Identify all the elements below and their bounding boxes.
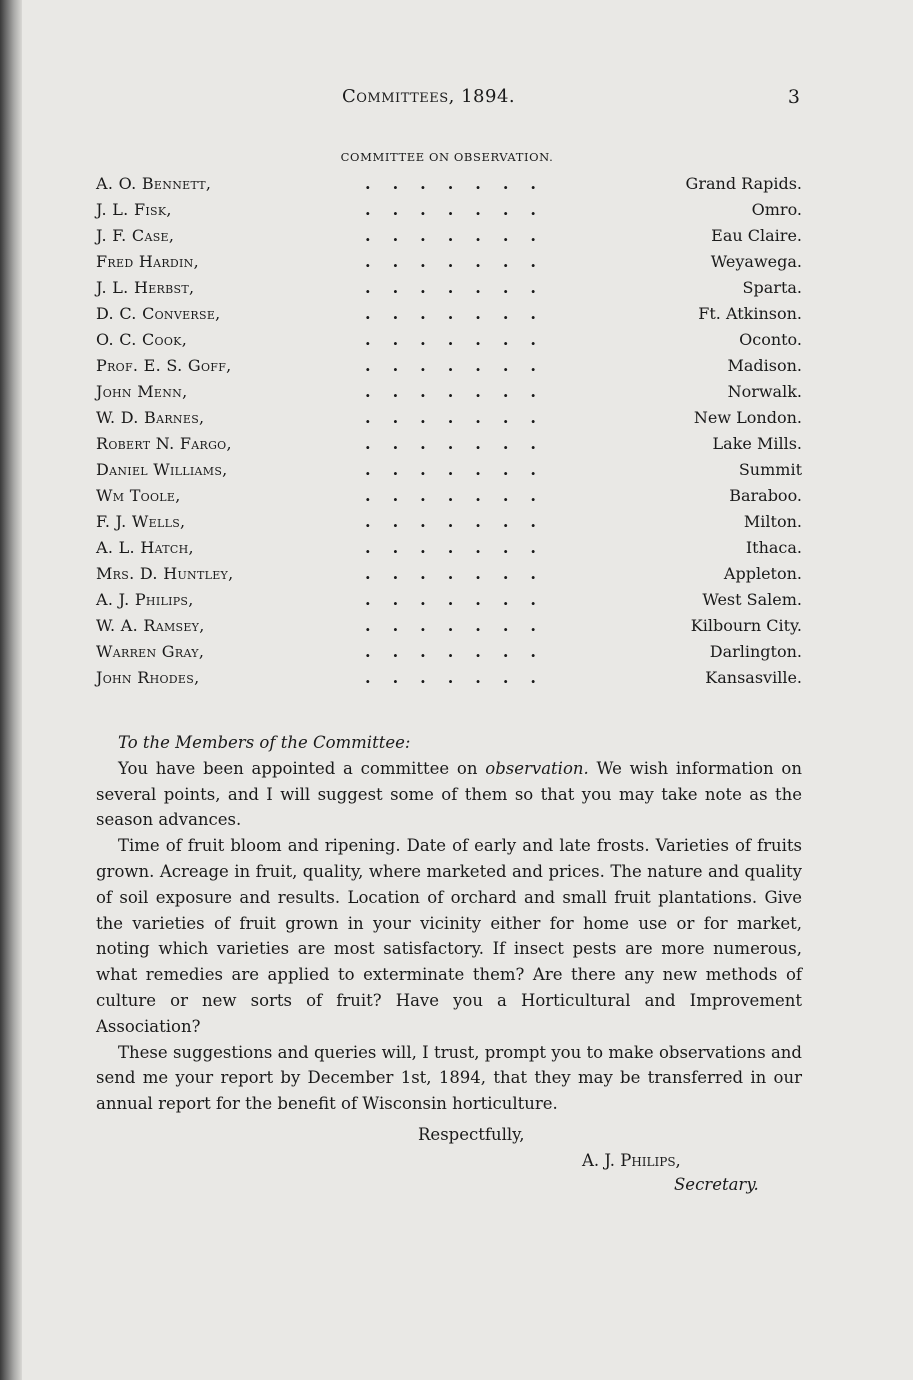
member-town: Grand Rapids. — [685, 174, 802, 193]
member-name: W. A. Ramsey, — [96, 616, 205, 635]
running-head — [96, 80, 802, 116]
committee-letter — [96, 730, 802, 1117]
member-town: Ithaca. — [745, 538, 802, 557]
letter-paragraph-3: These suggestions and queries will, I trust, prompt you to make observations and send me your report by December 1st, 1894, that they may be transferred in our annual report for the benefit of Wisconsin horticulture. — [96, 1042, 802, 1114]
member-name: J. L. Fisk, — [96, 200, 172, 219]
committee-member-row — [96, 434, 802, 460]
letter-paragraph-1-rest: We wish information on several points, and I will suggest some of them so that you may take note as the season advances. — [96, 758, 802, 830]
committee-member-row — [96, 564, 802, 590]
member-town: Madison. — [727, 356, 802, 375]
member-town: Sparta. — [742, 278, 802, 297]
member-name: Robert N. Fargo, — [96, 434, 232, 453]
member-town: Darlington. — [709, 642, 802, 661]
member-name: Mrs. D. Huntley, — [96, 564, 234, 583]
member-name: Warren Gray, — [96, 642, 205, 661]
leader-dots: ....... — [365, 408, 558, 427]
committee-heading: COMMITTEE ON OBSERVATION. — [340, 150, 554, 164]
committee-member-row — [96, 668, 802, 694]
member-name: J. F. Case, — [96, 226, 175, 245]
committee-member-row — [96, 200, 802, 226]
committee-member-row — [96, 278, 802, 304]
member-town: Summit — [738, 460, 802, 479]
member-town: West Salem. — [702, 590, 802, 609]
committee-member-row — [96, 590, 802, 616]
member-town: Appleton. — [723, 564, 802, 583]
leader-dots: ....... — [365, 512, 558, 531]
signature-title: Secretary. — [674, 1174, 759, 1194]
leader-dots: ....... — [365, 668, 558, 687]
committee-member-row — [96, 616, 802, 642]
leader-dots: ....... — [365, 616, 558, 635]
leader-dots: ....... — [365, 460, 558, 479]
committee-member-row — [96, 226, 802, 252]
leader-dots: ....... — [365, 382, 558, 401]
letter-closing: Respectfully, — [418, 1124, 525, 1144]
letter-signoff — [96, 1117, 802, 1197]
leader-dots: ....... — [365, 564, 558, 583]
leader-dots: ....... — [365, 200, 558, 219]
member-name: A. L. Hatch, — [96, 538, 194, 557]
member-town: Eau Claire. — [711, 226, 802, 245]
leader-dots: ....... — [365, 486, 558, 505]
leader-dots: ....... — [365, 356, 558, 375]
leader-dots: ....... — [365, 174, 558, 193]
member-name: W. D. Barnes, — [96, 408, 205, 427]
leader-dots: ....... — [365, 252, 558, 271]
member-town: Kilbourn City. — [690, 616, 802, 635]
member-town: Omro. — [751, 200, 802, 219]
book-page — [96, 80, 802, 1197]
committee-member-row — [96, 330, 802, 356]
member-town: Weyawega. — [710, 252, 802, 271]
page-number: 3 — [787, 86, 800, 108]
member-name: John Rhodes, — [96, 668, 200, 687]
letter-emphasis-observation: observation. — [485, 758, 589, 778]
committee-member-row — [96, 512, 802, 538]
leader-dots: ....... — [365, 304, 558, 323]
committee-member-row — [96, 460, 802, 486]
member-town: Lake Mills. — [712, 434, 802, 453]
member-name: F. J. Wells, — [96, 512, 186, 531]
letter-paragraph-1 — [96, 756, 802, 833]
committee-member-row — [96, 408, 802, 434]
member-town: New London. — [693, 408, 802, 427]
member-name: Fred Hardin, — [96, 252, 199, 271]
member-town: Kansasville. — [705, 668, 802, 687]
leader-dots: ....... — [365, 538, 558, 557]
member-name: A. J. Philips, — [96, 590, 194, 609]
member-town: Ft. Atkinson. — [698, 304, 802, 323]
committee-member-row — [96, 304, 802, 330]
running-title: Committees, 1894. — [342, 86, 516, 107]
book-binding-edge — [0, 0, 22, 1380]
member-name: Daniel Williams, — [96, 460, 228, 479]
committee-member-row — [96, 252, 802, 278]
committee-member-row — [96, 174, 802, 200]
member-name: John Menn, — [96, 382, 188, 401]
letter-paragraph-1-text: You have been appointed a committee on — [118, 758, 486, 778]
committee-roster — [96, 174, 802, 694]
member-name: O. C. Cook, — [96, 330, 188, 349]
member-town: Milton. — [743, 512, 802, 531]
leader-dots: ....... — [365, 278, 558, 297]
member-name: D. C. Converse, — [96, 304, 221, 323]
committee-member-row — [96, 538, 802, 564]
signature-name: A. J. Philips, — [582, 1150, 681, 1170]
leader-dots: ....... — [365, 434, 558, 453]
member-name: Wm Toole, — [96, 486, 181, 505]
member-name: J. L. Herbst, — [96, 278, 195, 297]
member-town: Baraboo. — [729, 486, 802, 505]
letter-paragraph-2: Time of fruit bloom and ripening. Date of early and late frosts. Varieties of fruits grown. Acreage in fruit, quality, where marketed and prices. The nature and quality of soil exposure and results. Location of orchard and small fruit plantations. Give the varieties of fruit grown in your vicinity either for home use or for market, noting which varieties are most satisfactory. If insect pests are more numerous, what remedies are applied to exterminate them? Are there any new methods of culture or new sorts of fruit? Have you a Horticultural and Improvement Association? — [96, 836, 802, 1036]
leader-dots: ....... — [365, 642, 558, 661]
committee-member-row — [96, 382, 802, 408]
leader-dots: ....... — [365, 226, 558, 245]
leader-dots: ....... — [365, 330, 558, 349]
member-name: Prof. E. S. Goff, — [96, 356, 232, 375]
committee-member-row — [96, 642, 802, 668]
committee-member-row — [96, 356, 802, 382]
member-town: Norwalk. — [727, 382, 802, 401]
committee-member-row — [96, 486, 802, 512]
member-town: Oconto. — [739, 330, 802, 349]
letter-salutation: To the Members of the Committee: — [118, 733, 411, 752]
leader-dots: ....... — [365, 590, 558, 609]
member-name: A. O. Bennett, — [96, 174, 212, 193]
